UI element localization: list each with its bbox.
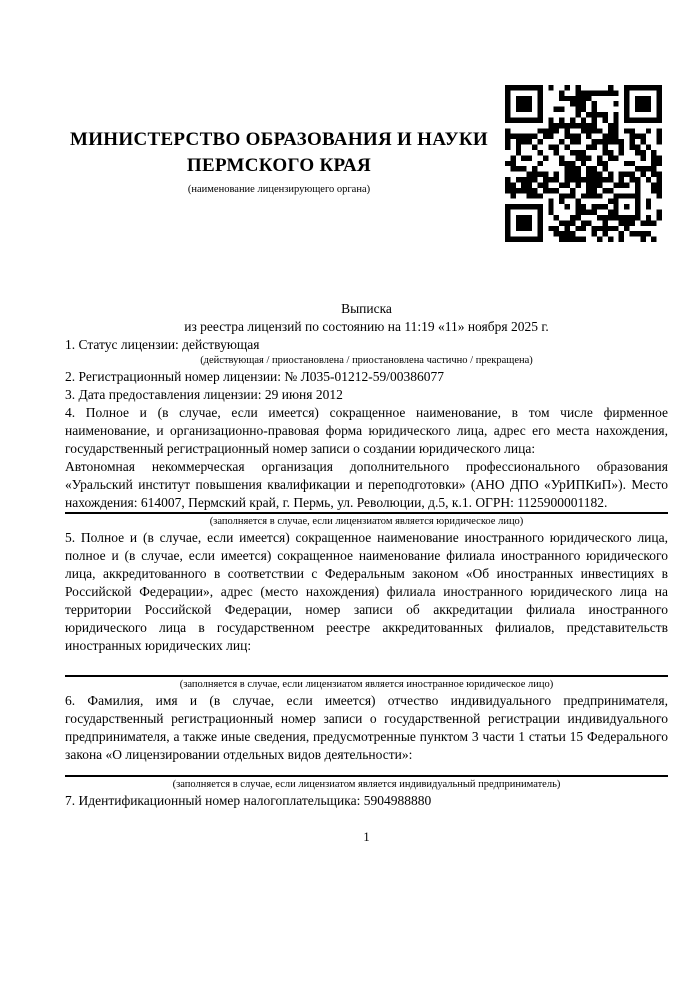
- qr-code: [505, 85, 662, 242]
- license-status-options-caption: (действующая / приостановлена / приостановлена частично / прекращена): [200, 355, 533, 366]
- licensing-authority-block: [65, 127, 493, 197]
- document-title: [65, 300, 668, 336]
- page-number: 1: [363, 830, 370, 844]
- license-status: 1. Статус лицензии: действующая: [65, 337, 260, 352]
- foreign-entity-fill-caption: (заполняется в случае, если лицензиатом является иностранное юридическое лицо): [65, 675, 668, 692]
- document-title-line2: из реестра лицензий по состоянию на 11:19 «11» ноября 2025 г.: [184, 319, 549, 334]
- document-body: [65, 300, 668, 846]
- license-registration-number: 2. Регистрационный номер лицензии: № Л035-01212-59/00386077: [65, 369, 445, 384]
- legal-entity-fill-caption: (заполняется в случае, если лицензиатом является юридическое лицо): [65, 512, 668, 529]
- legal-entity-question: 4. Полное и (в случае, если имеется) сокращенное наименование, в том числе фирменное наименование, и организационно-правовая форма юридического лица, адрес его места нахождения, государственный регистрационный номер записи о создании юридического лица:: [65, 405, 668, 456]
- ministry-name-line1: МИНИСТЕРСТВО ОБРАЗОВАНИЯ И НАУКИ: [69, 129, 489, 150]
- document-title-line1: Выписка: [341, 301, 392, 316]
- foreign-entity-question: 5. Полное и (в случае, если имеется) сокращенное наименование иностранного юридического лица, полное и (в случае, если имеется) сокращенное наименование филиала иностранного юридического лица, аккредитованного в соответствии с Федеральным законом «Об иностранных инвестициях в Российской Федерации», адрес (место нахождения) филиала иностранного юридического лица на территории Российской Федерации, номер записи об аккредитации филиала иностранного юридического лица в государственном реестре аккредитованных филиалов, представительств иностранных юридических лиц:: [65, 530, 668, 653]
- individual-entrepreneur-fill-caption: (заполняется в случае, если лицензиатом является индивидуальный предприниматель): [65, 775, 668, 792]
- ministry-name-line2: ПЕРМСКОГО КРАЯ: [186, 155, 372, 176]
- taxpayer-id: 7. Идентификационный номер налогоплательщика: 5904988880: [65, 793, 432, 808]
- individual-entrepreneur-question: 6. Фамилия, имя и (в случае, если имеется) отчество индивидуального предпринимателя, государственный регистрационный номер записи о государственной регистрации индивидуального предпринимателя, а также иные сведения, предусмотренные пунктом 3 части 1 статьи 15 Федерального закона «О лицензировании отдельных видов деятельности»:: [65, 693, 668, 762]
- ministry-caption: (наименование лицензирующего органа): [187, 184, 371, 195]
- legal-entity-answer: Автономная некоммерческая организация дополнительного профессионального образования «Уральский институт повышения квалификации и переподготовки» (АНО ДПО «УрИПКиП»). Место нахождения: 614007, Пермский край, г. Пермь, ул. Революции, д.5, к.1. ОГРН: 1125900001182.: [65, 459, 668, 510]
- license-grant-date: 3. Дата предоставления лицензии: 29 июня 2012: [65, 387, 343, 402]
